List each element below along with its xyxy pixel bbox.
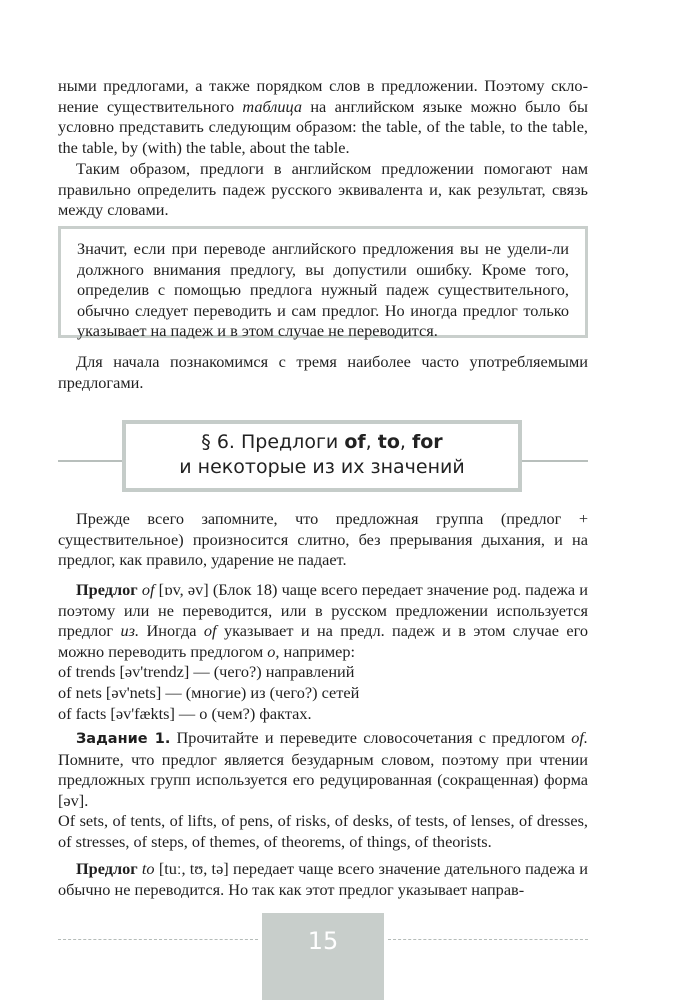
note-box (58, 226, 588, 341)
heading-prefix: § 6. Предлоги (201, 431, 345, 453)
of-iz: из. (120, 621, 140, 641)
example-line-3: of facts [əv'fækts] — о (чем?) фактах. (58, 703, 312, 723)
to-word: to (141, 859, 155, 878)
of-label: Предлог (76, 580, 138, 599)
heading-comma-2: , (399, 431, 412, 453)
task-1-of: of. (571, 728, 588, 747)
heading-rule-right (520, 460, 588, 462)
page-number: 15 (262, 913, 384, 1000)
of-text-4: например: (279, 641, 356, 661)
paragraph-declension (58, 76, 588, 158)
heading-to: to (377, 431, 400, 453)
paragraph-prepositional-group: Прежде всего запомните, что предложная группа (предлог + существительное) произносится слитно, без прерывания дыхания, и на предлог, как правило, ударение не падает. (58, 509, 588, 570)
of-word-2: of (203, 621, 217, 641)
task-1-word-list: Of sets, of tents, of lifts, of pens, of risks, of desks, of tests, of lenses, of dresses, of stresses, of steps, of themes, of theorems, of things, of theorists. (58, 811, 588, 851)
section-heading (122, 420, 522, 492)
task-1-label: Задание 1. (76, 731, 171, 747)
paragraph-task-1 (58, 728, 588, 811)
para1-line2b: на английском языке можно было бы (302, 96, 588, 116)
paragraph-prepositions-help: Таким образом, предлоги в английском предложении помогают нам правильно определить падеж русского эквивалента и, как результат, связь между словами. (58, 159, 588, 220)
to-label: Предлог (76, 859, 138, 878)
para1-line4: the table, by (with) the table, about the table. (58, 137, 350, 157)
of-o: о, (267, 641, 280, 661)
of-word: of (141, 580, 155, 599)
of-text-2: Иногда (139, 621, 204, 641)
paragraph-intro: Для начала познакомимся с тремя наиболее часто употребляемыми предлогами. (58, 352, 588, 392)
footer-dashed-rule-right (388, 939, 588, 940)
heading-rule-left (58, 460, 124, 462)
example-line-2: of nets [əv'nets] — (многие) из (чего?) сетей (58, 682, 360, 702)
of-text-1: [ɒv, əv] (Блок 18) чаще всего передает значение род. падежа и поэтому или не переводится, или в русском предложении используется предлог (58, 580, 588, 641)
para1-line1: ными предлогами, а также порядком слов в предложении. Поэтому скло- (58, 76, 588, 95)
heading-line-2: и некоторые из их значений (179, 456, 465, 478)
note-box-text: Значит, если при переводе английского предложения вы не удели-ли должного внимания предлогу, вы допустили ошибку. Кроме того, определив с помощью предлога нужный падеж существительного, обычно следует переводить и сам предлог. Но иногда предлог только указывает на падеж и в этом случае не переводится. (77, 239, 569, 341)
task-1-text-2: Помните, что предлог является безударным словом, поэтому при чтении предложных групп используется его редуцированная (сокращенная) форма [əv]. (58, 749, 588, 810)
para1-italic-word: таблица (242, 96, 303, 116)
example-line-1: of trends [əv'trendz] — (чего?) направлений (58, 662, 355, 682)
paragraph-preposition-of (58, 580, 588, 724)
heading-for: for (411, 431, 443, 453)
to-text: [tuː, tʊ, tə] передает чаще всего значение дательного падежа и обычно не переводится. Но так как этот предлог указывает направ- (58, 859, 588, 899)
para1-line3: условно представить следующим образом: the table, of the table, to the table, (58, 117, 588, 137)
para1-line2a: нение существительного (58, 96, 243, 116)
task-1-text-1: Прочитайте и переведите словосочетания с предлогом (170, 728, 572, 747)
heading-of: of (344, 431, 366, 453)
footer-dashed-rule-left (58, 939, 258, 940)
paragraph-preposition-to (58, 859, 588, 900)
of-text-3: указывает и на предл. падеж и в этом случае его можно переводить предлогом (58, 621, 588, 661)
heading-comma-1: , (365, 431, 378, 453)
